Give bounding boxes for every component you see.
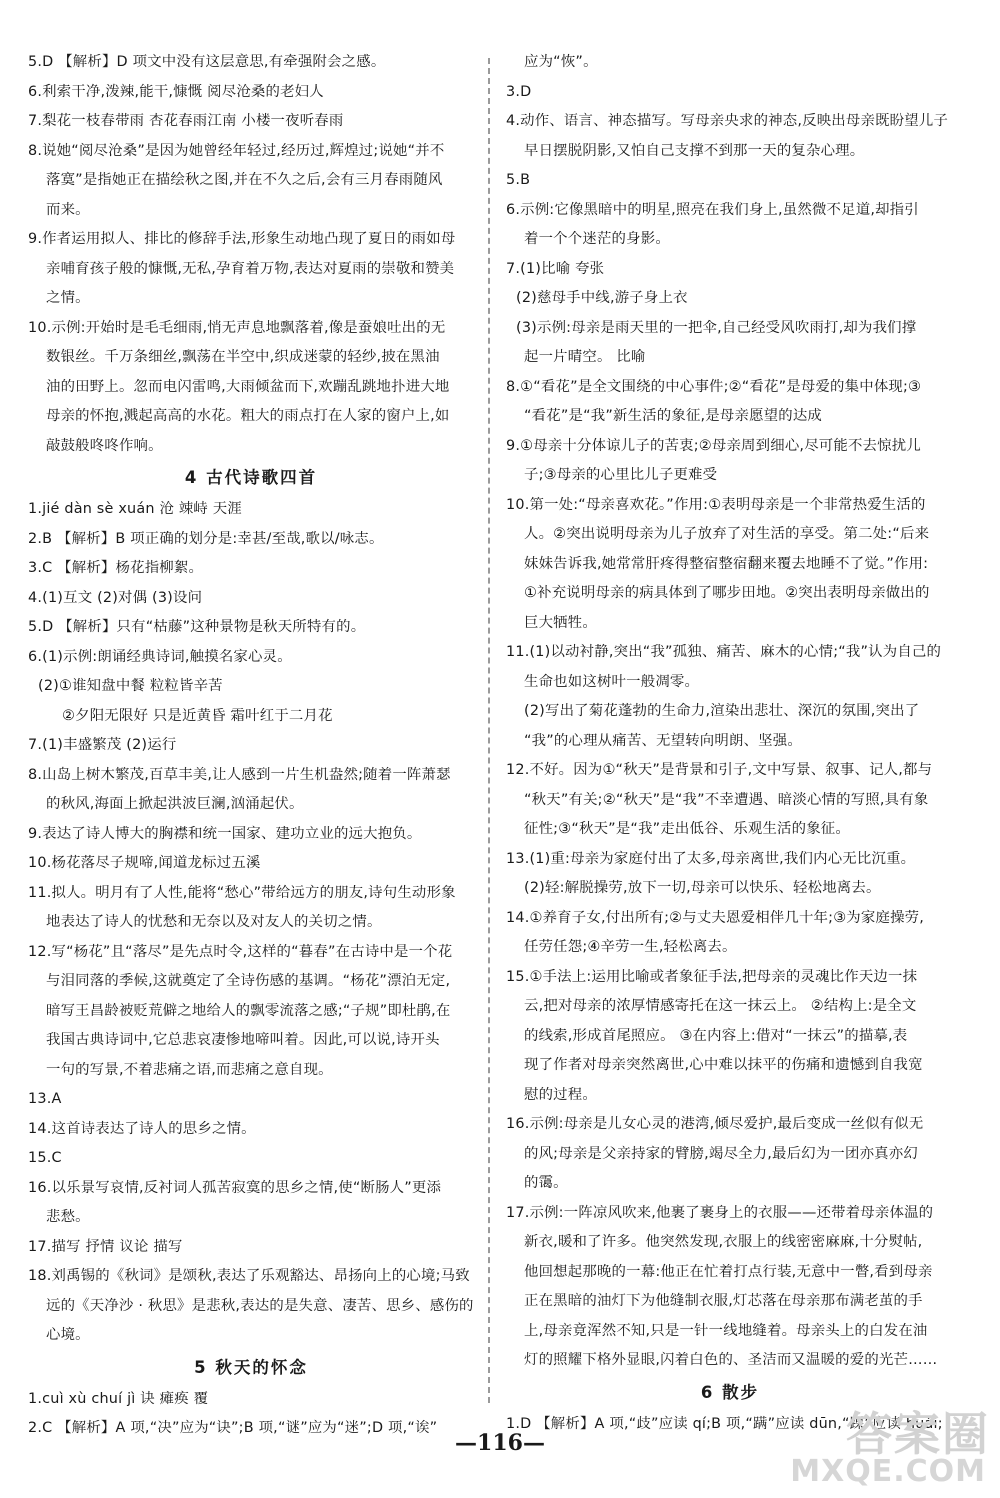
answer-line: 11.拟人。明月有了人性,能将“愁心”带给远方的朋友,诗句生动形象: [28, 884, 456, 901]
answer-line: 14.这首诗表达了诗人的思乡之情。: [28, 1120, 256, 1137]
answer-line: 亲哺育孩子般的慷慨,无私,孕育着万物,表达对夏雨的崇敬和赞美: [46, 260, 455, 277]
answer-line: 任劳任怨;④辛劳一生,轻松离去。: [524, 939, 737, 955]
answer-line: 征性;③“秋天”是“我”走出低谷、乐观生活的象征。: [524, 821, 850, 837]
left-column: [28, 48, 474, 1444]
answer-line: 13.(1)重:母亲为家庭付出了太多,母亲离世,我们内心无比沉重。: [506, 850, 916, 867]
answer-line: 6.示例:它像黑暗中的明星,照亮在我们身上,虽然微不足道,却指引: [506, 201, 919, 218]
answer-line: 妹妹告诉我,她常常肝疼得整宿整宿翻来覆去地睡不了觉。”作用:: [524, 555, 929, 572]
page-number: —116—: [455, 1430, 545, 1456]
answer-line: ①补充说明母亲的病具体到了哪步田地。②突出表明母亲做出的: [524, 585, 930, 601]
answer-line: 数银丝。千万条细丝,飘荡在半空中,织成迷蒙的轻纱,披在黑油: [46, 349, 440, 365]
answer-line: 早日摆脱阴影,又怕自己支撑不到那一天的复杂心理。: [524, 142, 865, 159]
answer-line: 子;③母亲的心里比儿子更难受: [524, 467, 718, 483]
answer-line: 着一个个迷茫的身影。: [524, 231, 670, 247]
answer-line: 心境。: [46, 1327, 90, 1343]
answer-line: 4.(1)互文 (2)对偶 (3)设问: [28, 589, 203, 606]
answer-line: 人。②突出说明母亲为儿子放弃了对生活的享受。第二处:“后来: [524, 526, 930, 542]
answer-line: 9.①母亲十分体谅儿子的苦衷;②母亲周到细心,尽可能不去惊扰儿: [506, 437, 921, 454]
answer-line: 11.(1)以动衬静,突出“我”孤独、痛苦、麻木的心情;“我”认为自己的: [506, 644, 942, 660]
answer-line: 油的田野上。忽而电闪雷鸣,大雨倾盆而下,欢蹦乱跳地扑进大地: [46, 378, 450, 395]
answer-line: 9.作者运用拟人、排比的修辞手法,形象生动地凸现了夏日的雨如母: [28, 231, 456, 247]
answer-line: 地表达了诗人的忧愁和无奈以及对友人的关切之情。: [46, 914, 382, 930]
answer-line: 5.D 【解析】只有“枯藤”这种景物是秋天所特有的。: [28, 619, 366, 635]
answer-line: 15.C: [28, 1150, 62, 1166]
answer-line: 的霭。: [524, 1175, 568, 1191]
answer-line: 新衣,暖和了许多。他突然发现,衣服上的线密密麻麻,十分熨帖,: [524, 1234, 923, 1250]
answer-line: 12.写“杨花”且“落尽”是先点时令,这样的“暮春”在古诗中是一个花: [28, 943, 453, 960]
answer-line: (2)慈母手中线,游子身上衣: [516, 290, 688, 306]
answer-line: 而来。: [46, 201, 90, 218]
answer-line: 15.①手法上:运用比喻或者象征手法,把母亲的灵魂比作天边一抹: [506, 968, 918, 985]
watermark-text: 答案圈: [846, 1407, 990, 1461]
answer-line: ②夕阳无限好 只是近黄昏 霜叶红于二月花: [62, 707, 333, 724]
answer-line: “我”的心理从痛苦、无望转向明朗、坚强。: [524, 732, 802, 749]
answer-line: 1.jié dàn sè xuán 沧 竦峙 天涯: [28, 501, 242, 517]
answer-line: 1.D 【解析】A 项,“歧”应读 qí;B 项,“蹒”应读 dūn,“踝”应读 huái;: [506, 1415, 943, 1432]
answer-line: 7.(1)比喻 夸张: [506, 260, 605, 277]
section-heading: 5 秋天的怀念: [194, 1357, 308, 1377]
answer-line: 我国古典诗词中,它总悲哀凄惨地啼叫着。因此,可以说,诗开头: [46, 1032, 440, 1048]
answer-line: 1.cuì xù chuí jì 诀 瘫痪 覆: [28, 1390, 209, 1407]
column-divider: [488, 58, 490, 1403]
answer-line: 一句的写景,不着悲痛之语,而悲痛之意自现。: [46, 1061, 333, 1078]
answer-line: 起一片晴空。 比喻: [524, 349, 646, 365]
answer-line: 6.(1)示例:朗诵经典诗词,触摸名家心灵。: [28, 648, 292, 665]
answer-line: 16.示例:母亲是儿女心灵的港湾,倾尽爱护,最后变成一丝似有似无: [506, 1116, 924, 1132]
answer-line: 7.(1)丰盛繁茂 (2)运行: [28, 737, 177, 753]
answer-line: 13.A: [28, 1091, 62, 1107]
answer-line: 敲鼓般咚咚作响。: [46, 437, 163, 454]
answer-line: 10.示例:开始时是毛毛细雨,悄无声息地飘落着,像是蚕娘吐出的无: [28, 319, 446, 336]
answer-line: 灯的照耀下格外显眼,闪着白色的、圣洁而又温暖的爱的光芒……: [524, 1352, 938, 1368]
answer-line: 他回想起那晚的一幕:他正在忙着打点行装,无意中一瞥,看到母亲: [524, 1263, 933, 1280]
answer-line: 17.示例:一阵凉风吹来,他裹了裹身上的衣服——还带着母亲体温的: [506, 1204, 934, 1221]
answer-line: (2)写出了菊花蓬勃的生命力,渲染出悲壮、深沉的氛围,突出了: [524, 703, 920, 719]
answer-line: 5.D 【解析】D 项文中没有这层意思,有牵强附会之感。: [28, 54, 386, 70]
answer-line: 之情。: [46, 290, 90, 306]
answer-line: 16.以乐景写哀情,反衬词人孤苦寂寞的思乡之情,使“断肠人”更添: [28, 1179, 442, 1196]
answer-line: 2.B 【解析】B 项正确的划分是:幸甚/至哉,歌以/咏志。: [28, 530, 384, 547]
answer-line: 4.动作、语言、神态描写。写母亲央求的神态,反映出母亲既盼望儿子: [506, 113, 949, 129]
answer-line: 8.①“看花”是全文围绕的中心事件;②“看花”是母爱的集中体现;③: [506, 378, 922, 395]
answer-line: (2)轻:解脱操劳,放下一切,母亲可以快乐、轻松地离去。: [524, 880, 881, 896]
answer-line: 慰的过程。: [524, 1086, 597, 1103]
answer-line: “看花”是“我”新生活的象征,是母亲愿望的达成: [524, 408, 823, 424]
answer-line: 暗写王昌龄被贬荒僻之地给人的飘零流落之感;“子规”即杜鹃,在: [46, 1002, 451, 1019]
answer-line: 2.C 【解析】A 项,“决”应为“诀”;B 项,“谜”应为“迷”;D 项,“诶”: [28, 1420, 438, 1436]
answer-line: 10.杨花落尽子规啼,闻道龙标过五溪: [28, 855, 261, 871]
answer-line: 6.利索干净,泼辣,能干,慷慨 阅尽沧桑的老妇人: [28, 83, 324, 100]
answer-line: 3.C 【解析】杨花指柳絮。: [28, 560, 204, 576]
answer-line: 8.山岛上树木繁茂,百草丰美,让人感到一片生机盎然;随着一阵萧瑟: [28, 766, 451, 783]
answer-line: 14.①养育子女,付出所有;②与丈夫恩爱相伴几十年;③为家庭操劳,: [506, 909, 925, 926]
answer-line: 巨大牺牲。: [524, 614, 597, 631]
answer-line: 应为“恢”。: [524, 54, 598, 70]
section-heading: 6 散步: [700, 1382, 760, 1402]
answer-line: (2)①谁知盘中餐 粒粒皆辛苦: [38, 678, 223, 694]
answer-line: 云,把对母亲的浓厚情感寄托在这一抹云上。 ②结构上:是全文: [524, 998, 917, 1014]
answer-line: 7.梨花一枝春带雨 杏花春雨江南 小楼一夜听春雨: [28, 113, 344, 129]
answer-line: 18.刘禹锡的《秋词》是颂秋,表达了乐观豁达、昂扬向上的心境;马致: [28, 1268, 470, 1284]
watermark-logo: [790, 1398, 990, 1496]
answer-line: 悲愁。: [46, 1209, 90, 1225]
answer-line: 的风;母亲是父亲持家的臂膀,竭尽全力,最后幻为一团亦真亦幻: [524, 1145, 918, 1162]
answer-line: 12.不好。因为①“秋天”是背景和引子,文中写景、叙事、记人,都与: [506, 762, 933, 778]
answer-line: 的线索,形成首尾照应。 ③在内容上:借对“一抹云”的描摹,表: [524, 1027, 908, 1044]
watermark-url: MXQE.COM: [790, 1454, 986, 1489]
answer-line: 与泪同落的季候,这就奠定了全诗伤感的基调。“杨花”漂泊无定,: [46, 973, 451, 989]
section-heading: 4 古代诗歌四首: [184, 468, 318, 487]
answer-line: 3.D: [506, 83, 532, 100]
answer-line: 9.表达了诗人博大的胸襟和统一国家、建功立业的远大抱负。: [28, 825, 422, 842]
answer-line: 的秋风,海面上掀起洪波巨澜,汹涌起伏。: [46, 796, 304, 812]
answer-line: 正在黑暗的油灯下为他缝制衣服,灯芯落在母亲那布满老茧的手: [524, 1293, 923, 1309]
answer-line: 5.B: [506, 172, 531, 188]
answer-line: 8.说她“阅尽沧桑”是因为她曾经年轻过,经历过,辉煌过;说她“并不: [28, 142, 445, 159]
right-column: [506, 48, 954, 1439]
answer-line: 10.第一处:“母亲喜欢花。”作用:①表明母亲是一个非常热爱生活的: [506, 496, 926, 513]
answer-line: 落寞”是指她正在描绘秋之图,并在不久之后,会有三月春雨随风: [46, 172, 443, 188]
answer-line: 远的《天净沙 · 秋思》是悲秋,表达的是失意、凄苦、思乡、感伤的: [46, 1297, 474, 1314]
answer-line: (3)示例:母亲是雨天里的一把伞,自己经受风吹雨打,却为我们撑: [516, 319, 917, 336]
answer-line: 17.描写 抒情 议论 描写: [28, 1238, 183, 1255]
answer-line: 现了作者对母亲突然离世,心中难以抹平的伤痛和遗憾到自我宽: [524, 1057, 923, 1073]
answer-line: 生命也如这树叶一般凋零。: [524, 673, 700, 690]
answer-line: 上,母亲竟浑然不知,只是一针一线地缝着。母亲头上的白发在油: [524, 1322, 928, 1339]
answer-line: “秋天”有关;②“秋天”是“我”不幸遭遇、暗淡心情的写照,具有象: [524, 791, 929, 808]
answer-line: 母亲的怀抱,溅起高高的水花。粗大的雨点打在人家的窗户上,如: [46, 408, 450, 424]
